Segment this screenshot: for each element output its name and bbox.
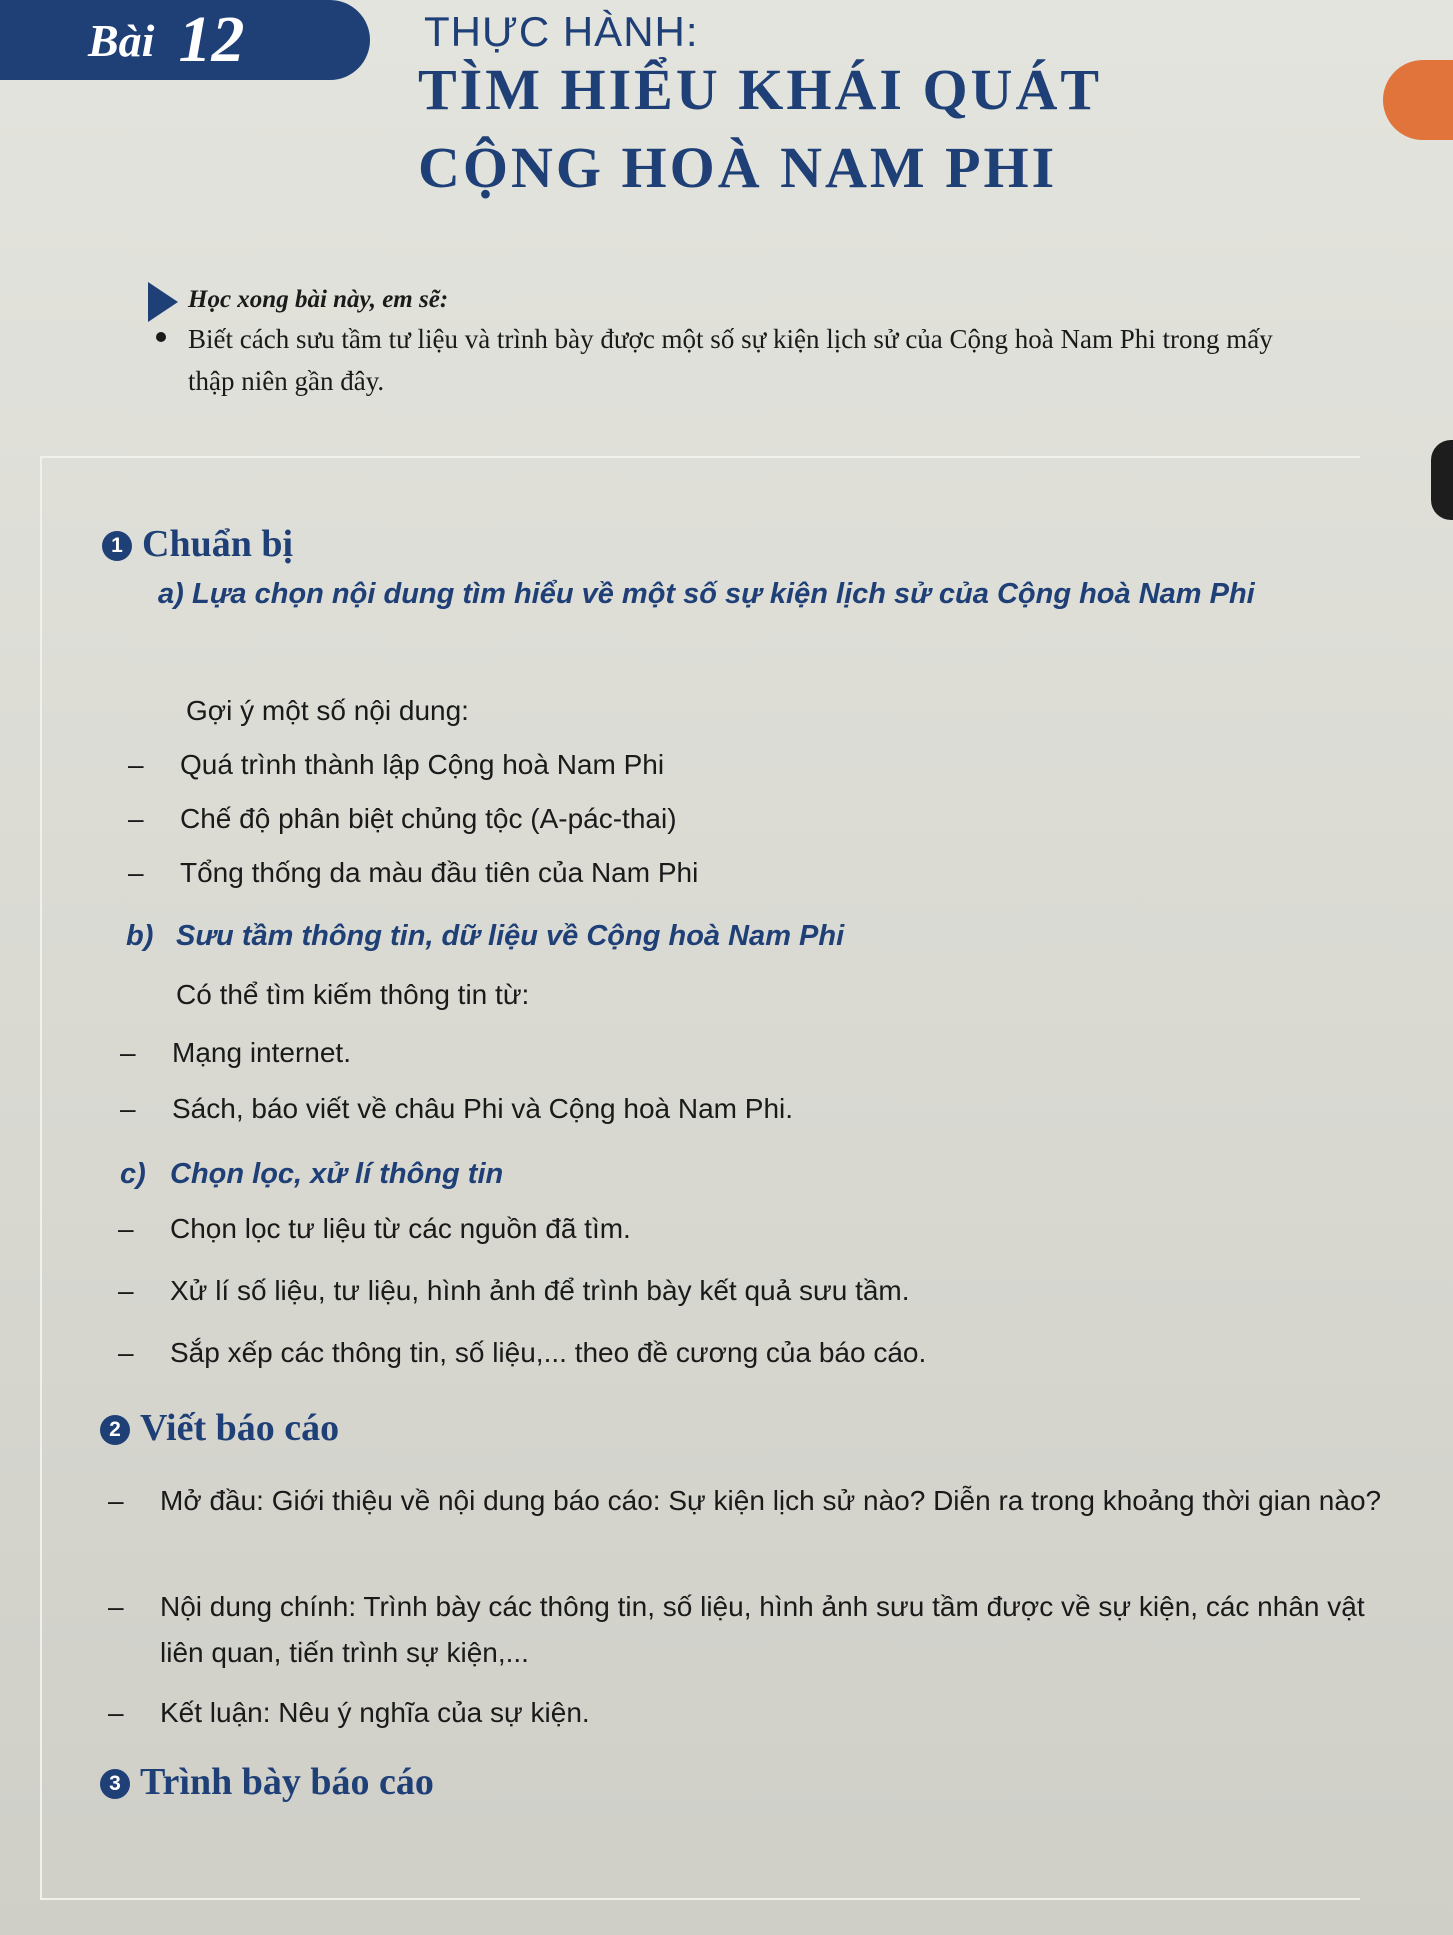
subsection-a-intro: Gợi ý một số nội dung:: [186, 695, 469, 726]
subsection-label: c): [120, 1158, 146, 1190]
dash-marker: –: [118, 1337, 134, 1368]
subsection-title: Lựa chọn nội dung tìm hiểu về một số sự kiện lịch sử của Cộng hoà Nam Phi: [192, 578, 1255, 610]
list-item: – Nội dung chính: Trình bày các thông tin, số liệu, hình ảnh sưu tầm được về sự kiện, các nhân vật liên quan, tiến trình sự kiện,...: [108, 1584, 1390, 1676]
list-item: – Chọn lọc tư liệu từ các nguồn đã tìm.: [118, 1206, 631, 1252]
page-edge-tab: [1383, 60, 1453, 140]
subsection-label: a): [158, 578, 184, 610]
page-title-line-2: CỘNG HOÀ NAM PHI: [418, 135, 1058, 200]
subsection-b-heading: [126, 916, 844, 956]
dash-marker: –: [128, 803, 144, 834]
number-badge-icon: 3: [100, 1769, 130, 1799]
section-title: Chuẩn bị: [142, 523, 294, 565]
section-2-heading: [100, 1406, 339, 1450]
list-item: – Mở đầu: Giới thiệu về nội dung báo cáo: Sự kiện lịch sử nào? Diễn ra trong khoảng thời gian nào?: [108, 1478, 1390, 1524]
dash-marker: –: [128, 749, 144, 780]
subsection-label: b): [126, 920, 154, 952]
list-item: – Quá trình thành lập Cộng hoà Nam Phi: [128, 742, 664, 788]
arrow-icon: [148, 282, 178, 322]
dash-marker: –: [108, 1591, 124, 1622]
dash-marker: –: [118, 1213, 134, 1244]
section-1-heading: [102, 522, 293, 566]
objective-item: Biết cách sưu tầm tư liệu và trình bày được một số sự kiện lịch sử của Cộng hoà Nam Phi trong mấy thập niên gần đây.: [188, 324, 1273, 396]
list-item: – Xử lí số liệu, tư liệu, hình ảnh để trình bày kết quả sưu tầm.: [118, 1268, 910, 1314]
subsection-c-heading: [120, 1154, 503, 1194]
dash-marker: –: [120, 1093, 136, 1124]
list-item: – Chế độ phân biệt chủng tộc (A-pác-thai): [128, 796, 677, 842]
dash-marker: –: [118, 1275, 134, 1306]
page-title-line-1: TÌM HIỂU KHÁI QUÁT: [418, 57, 1103, 122]
dash-marker: –: [128, 857, 144, 888]
list-item: – Mạng internet.: [120, 1030, 351, 1076]
lesson-label: Bài: [88, 14, 155, 66]
section-title: Viết báo cáo: [140, 1407, 340, 1449]
dash-marker: –: [108, 1697, 124, 1728]
dash-marker: –: [120, 1037, 136, 1068]
dash-marker: –: [108, 1485, 124, 1516]
bullet-icon: [156, 332, 166, 342]
page-edge-mark: [1431, 440, 1453, 520]
list-item: – Sắp xếp các thông tin, số liệu,... theo đề cương của báo cáo.: [118, 1330, 926, 1376]
subsection-title: Sưu tầm thông tin, dữ liệu về Cộng hoà Nam Phi: [176, 920, 845, 952]
list-item: – Tổng thống da màu đầu tiên của Nam Phi: [128, 850, 698, 896]
number-badge-icon: 1: [102, 531, 132, 561]
number-badge-icon: 2: [100, 1415, 130, 1445]
subsection-title: Chọn lọc, xử lí thông tin: [170, 1158, 504, 1190]
section-3-heading: [100, 1760, 434, 1804]
list-item: – Sách, báo viết về châu Phi và Cộng hoà Nam Phi.: [120, 1086, 793, 1132]
lesson-banner: [0, 0, 370, 80]
title-kicker: THỰC HÀNH:: [424, 8, 699, 55]
objectives-heading: Học xong bài này, em sẽ:: [188, 286, 449, 313]
subsection-b-intro: Có thể tìm kiếm thông tin từ:: [176, 979, 530, 1010]
subsection-a-heading: [158, 574, 1342, 614]
lesson-number: 12: [178, 3, 245, 76]
list-item: – Kết luận: Nêu ý nghĩa của sự kiện.: [108, 1690, 590, 1736]
section-title: Trình bày báo cáo: [140, 1761, 434, 1803]
